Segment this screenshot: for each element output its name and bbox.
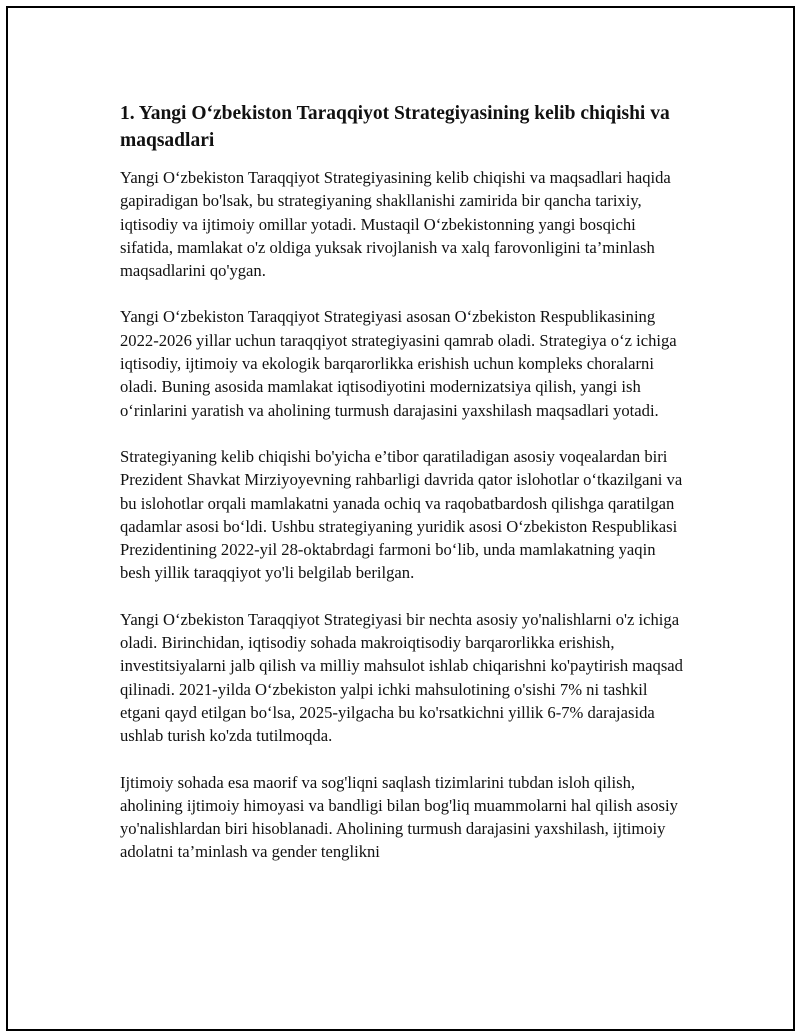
paragraph-5: Ijtimoiy sohada esa maorif va sog'liqni saqlash tizimlarini tubdan isloh qilish, aholining ijtimoiy himoyasi va bandligi bilan bog'liq muammolarni hal qilish asosiy yo'nalishlardan biri hisoblanadi. Aholining turmush darajasini yaxshilash, ijtimoiy adolatni ta’minlash va gender tenglikni [120,772,678,862]
paragraph-4: Yangi O‘zbekiston Taraqqiyot Strategiyasi bir nechta asosiy yo'nalishlarni o'z ichiga oladi. Birinchidan, iqtisodiy sohada makroiqtisodiy barqarorlikka erishish, investitsiyalarni jalb qilish va milliy mahsulot ishlab chiqarishni ko'paytirish maqsad qilinadi. 2021-yilda O‘zbekiston yalpi ichki mahsulotining o'sishi 7% ni tashkil etgani qayd etilgan bo‘lsa, 2025-yilgacha bu ko'rsatkichni yillik 6-7% darajasida ushlab turish ko'zda tutilmoqda. [120,609,683,746]
section-heading: 1. Yangi O‘zbekiston Taraqqiyot Strategiyasining kelib chiqishi va maqsadlari [120,103,670,151]
page-frame [6,6,795,1031]
paragraph-1: Yangi O‘zbekiston Taraqqiyot Strategiyasining kelib chiqishi va maqsadlari haqida gapiradigan bo'lsak, bu strategiyaning shakllanishi zamirida bir qancha tarixiy, iqtisodiy va ijtimoiy omillar yotadi. Mustaqil O‘zbekistonning yangi bosqichi sifatida, mamlakat o'z oldiga yuksak rivojlanish va xalq farovonligini ta’minlash maqsadlarini qo'ygan. [120,168,671,281]
paragraph-2: Yangi O‘zbekiston Taraqqiyot Strategiyasi asosan O‘zbekiston Respublikasining 2022-2026 yillar uchun taraqqiyot strategiyasini qamrab oladi. Strategiya o‘z ichiga iqtisodiy, ijtimoiy va ekologik barqarorlikka erishish uchun kompleks choralarni oladi. Buning asosida mamlakat iqtisodiyotini modernizatsiya qilish, yangi ish o‘rinlarini yaratish va aholining turmush darajasini yaxshilash maqsadlari yotadi. [120,307,677,420]
document-body [120,100,690,864]
paragraph-3: Strategiyaning kelib chiqishi bo'yicha e’tibor qaratiladigan asosiy voqealardan biri Prezident Shavkat Mirziyoyevning rahbarligi davrida qator islohotlar o‘tkazilgani va bu islohotlar orqali mamlakatni yanada ochiq va raqobatbardosh qilishga qaratilgan qadamlar asosi bo‘ldi. Ushbu strategiyaning yuridik asosi O‘zbekiston Respublikasi Prezidentining 2022-yil 28-oktabrdagi farmoni bo‘lib, unda mamlakatning yaqin besh yillik taraqqiyot yo'li belgilab berilgan. [120,446,683,583]
